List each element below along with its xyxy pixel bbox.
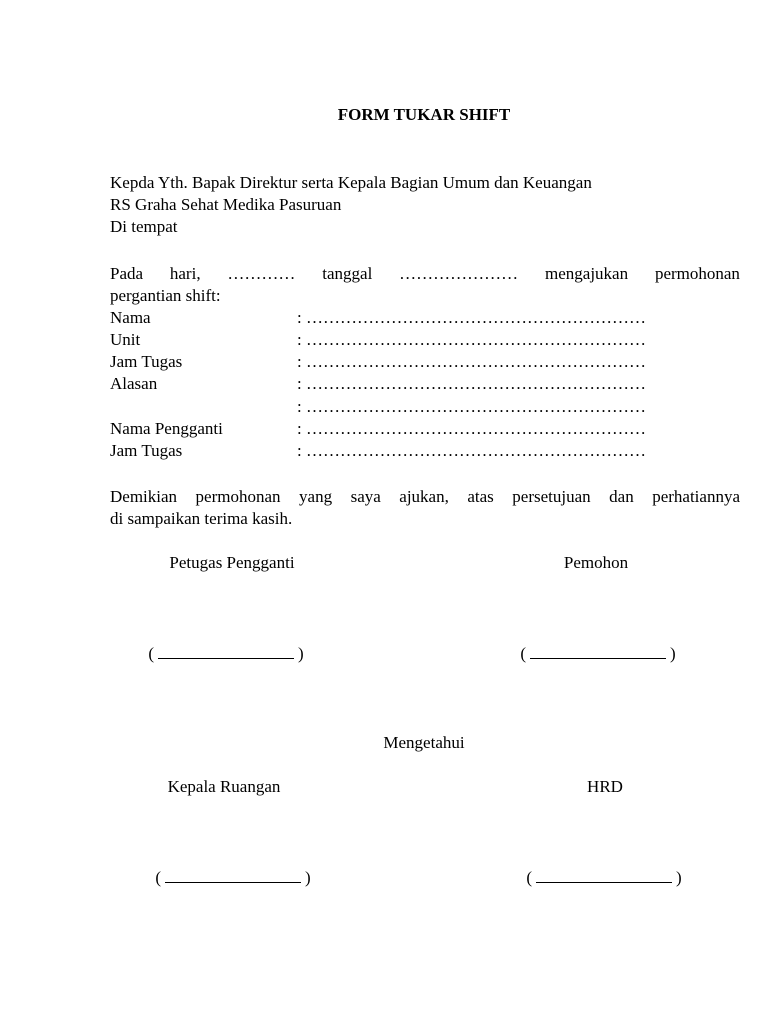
open-paren: ( [520,644,526,663]
mengetahui-label: Mengetahui [383,733,465,752]
signature-blank [158,645,294,659]
close-paren: ) [305,868,311,887]
request-word: hari, [169,264,201,283]
field-label-alasan: Alasan [110,374,158,393]
signature-line-kepala-ruangan [143,867,323,889]
signature-blank [536,869,672,883]
request-sentence [110,263,740,285]
request-word: Pada [110,264,144,283]
field-value-unit: : …………………………………………………… [297,330,646,349]
close-paren: ) [298,644,304,663]
field-label-nama-pengganti: Nama Pengganti [110,419,223,438]
form-title: FORM TUKAR SHIFT [337,105,511,124]
hari-blank: ………… [227,264,296,283]
open-paren: ( [526,868,532,887]
signature-label-hrd: HRD [587,777,623,796]
request-line-2: pergantian shift: [110,286,221,305]
field-label-unit: Unit [110,330,141,349]
open-paren: ( [148,644,154,663]
field-value-alasan-cont: : …………………………………………………… [297,397,646,416]
address-line-3: Di tempat [110,217,178,236]
address-line-1: Kepda Yth. Bapak Direktur serta Kepala Bagian Umum dan Keuangan [110,173,592,192]
closing-line-1: Demikian permohonan yang saya ajukan, atas persetujuan dan perhatiannya [110,487,740,506]
close-paren: ) [676,868,682,887]
field-value-jam-tugas: : …………………………………………………… [297,352,646,371]
signature-label-kepala-ruangan: Kepala Ruangan [167,777,281,796]
field-value-alasan: : …………………………………………………… [297,374,646,393]
field-value-nama-pengganti: : …………………………………………………… [297,419,646,438]
field-value-jam-tugas-pengganti: : …………………………………………………… [297,441,646,460]
field-value-nama: : …………………………………………………… [297,308,646,327]
request-word: mengajukan [545,264,629,283]
signature-label-pemohon: Pemohon [563,553,629,572]
field-label-jam-tugas-pengganti: Jam Tugas [110,441,183,460]
signature-blank [530,645,666,659]
request-word: permohonan [654,264,740,283]
tanggal-blank: ………………… [399,264,519,283]
signature-line-petugas-pengganti [136,643,316,665]
signature-blank [165,869,301,883]
field-label-jam-tugas: Jam Tugas [110,352,183,371]
signature-label-petugas-pengganti: Petugas Pengganti [169,553,295,572]
signature-line-hrd [514,867,694,889]
address-line-2: RS Graha Sehat Medika Pasuruan [110,195,342,214]
closing-line-2: di sampaikan terima kasih. [110,509,293,528]
request-word: tanggal [322,264,373,283]
open-paren: ( [155,868,161,887]
close-paren: ) [670,644,676,663]
field-label-nama: Nama [110,308,151,327]
signature-line-pemohon [508,643,688,665]
